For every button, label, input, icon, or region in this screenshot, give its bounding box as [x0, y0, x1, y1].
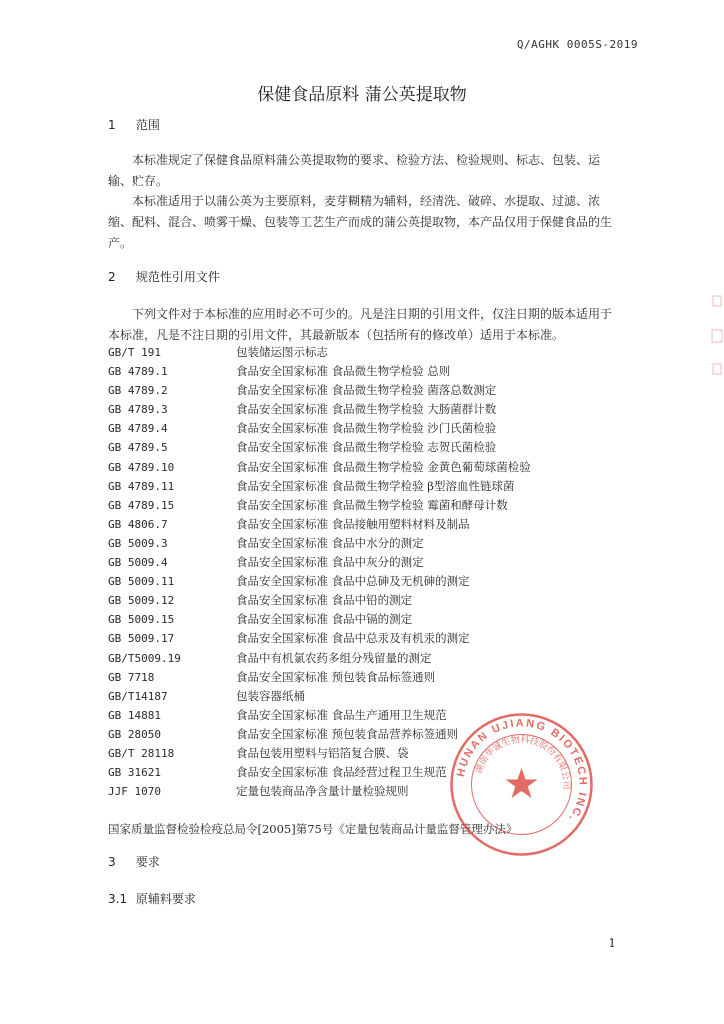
reference-title: 食品安全国家标准 预包装食品营养标签通则 — [236, 726, 459, 741]
reference-note: 国家质量监督检验检疫总局令[2005]第75号《定量包装商品计量监督管理办法》 — [108, 822, 518, 836]
edge-seal-mark — [710, 292, 724, 384]
reference-title: 食品安全国家标准 食品生产通用卫生规范 — [236, 707, 447, 722]
reference-code: GB 4789.3 — [108, 403, 168, 417]
section-3-heading — [108, 853, 160, 870]
reference-code: GB 14881 — [108, 708, 161, 722]
reference-title: 食品安全国家标准 食品经营过程卫生规范 — [236, 765, 447, 780]
reference-row — [108, 343, 620, 362]
reference-row — [108, 496, 620, 515]
section-number: 3.1 — [108, 892, 128, 906]
reference-code: GB 28050 — [108, 727, 161, 741]
reference-code: GB 4806.7 — [108, 517, 168, 531]
scope-paragraph-2: 本标准适用于以蒲公英为主要原料，麦芽糊精为辅料，经清洗、破碎、水提取、过滤、浓缩、配料、混合、喷雾干燥、包装等工艺生产而成的蒲公英提取物，本产品仅用于保健食品的生产。 — [108, 194, 613, 250]
section-title: 规范性引用文件 — [135, 270, 220, 284]
reference-title: 食品安全国家标准 食品微生物学检验 β型溶血性链球菌 — [236, 478, 515, 493]
reference-code: GB/T 28118 — [108, 746, 175, 760]
document-title: 保健食品原料 蒲公英提取物 — [257, 85, 467, 105]
reference-title: 包装容器纸桶 — [236, 688, 305, 703]
reference-code: GB/T 191 — [108, 346, 161, 359]
reference-row — [108, 362, 620, 381]
reference-title: 食品中有机氯农药多组分残留量的测定 — [236, 650, 432, 665]
reference-title: 食品安全国家标准 食品微生物学检验 金黄色葡萄球菌检验 — [236, 459, 531, 474]
section-1-heading — [108, 116, 160, 133]
reference-code: GB 31621 — [108, 766, 161, 780]
reference-title: 食品安全国家标准 食品微生物学检验 霉菌和酵母计数 — [236, 497, 508, 512]
reference-title: 包装储运图示标志 — [236, 345, 328, 359]
reference-title: 定量包装商品净含量计量检验规则 — [236, 784, 409, 799]
reference-row — [108, 438, 620, 457]
reference-code: GB 5009.4 — [108, 556, 168, 570]
reference-code: GB 4789.10 — [108, 460, 175, 474]
reference-code: GB 4789.5 — [108, 441, 168, 455]
reference-row — [108, 610, 620, 629]
reference-code: GB 5009.3 — [108, 536, 168, 550]
reference-code: GB 5009.17 — [108, 632, 175, 646]
reference-title: 食品安全国家标准 食品微生物学检验 菌落总数测定 — [236, 383, 497, 398]
reference-code: GB 5009.15 — [108, 613, 175, 627]
reference-title: 食品包装用塑料与铝箔复合膜、袋 — [236, 745, 409, 760]
stamp-star-icon — [506, 768, 538, 798]
reference-row — [108, 458, 620, 477]
reference-code: GB 4789.2 — [108, 384, 168, 398]
reference-code: JJF 1070 — [108, 785, 161, 799]
reference-title: 食品安全国家标准 食品中镉的测定 — [236, 612, 413, 627]
reference-title: 食品安全国家标准 食品微生物学检验 总则 — [236, 364, 451, 379]
reference-title: 食品安全国家标准 食品微生物学检验 大肠菌群计数 — [236, 402, 497, 417]
section-title: 要求 — [135, 855, 160, 869]
stamp-outer-text: HUNAN UJIANG BIOTECH INC. — [454, 717, 589, 825]
reference-row — [108, 572, 620, 591]
reference-code: GB 7718 — [108, 670, 155, 684]
section-number: 1 — [108, 118, 116, 132]
reference-code: GB 4789.4 — [108, 422, 168, 436]
reference-code: GB/T5009.19 — [108, 651, 181, 665]
references-intro-paragraph: 下列文件对于本标准的应用时必不可少的。凡是注日期的引用文件，仅注日期的版本适用于本标准，凡是不注日期的引用文件，其最新版本（包括所有的修改单）适用于本标准。 — [108, 307, 613, 342]
reference-title: 食品安全国家标准 食品中灰分的测定 — [236, 555, 424, 570]
reference-code: GB 4789.15 — [108, 498, 175, 512]
section-title: 范围 — [135, 118, 160, 132]
reference-title: 食品安全国家标准 食品微生物学检验 沙门氏菌检验 — [236, 421, 497, 436]
reference-code: GB 5009.12 — [108, 594, 175, 608]
reference-code: GB/T14187 — [108, 689, 168, 703]
page-number: 1 — [608, 936, 616, 950]
reference-row — [108, 687, 620, 706]
reference-row — [108, 649, 620, 668]
section-2-heading — [108, 268, 220, 285]
reference-row — [108, 629, 620, 648]
reference-title: 食品安全国家标准 食品中总汞及有机汞的测定 — [236, 631, 470, 646]
reference-row — [108, 381, 620, 400]
reference-title: 食品安全国家标准 食品中水分的测定 — [236, 535, 424, 550]
reference-row — [108, 534, 620, 553]
reference-row — [108, 477, 620, 496]
reference-row — [108, 400, 620, 419]
section-title: 原辅料要求 — [135, 892, 196, 906]
reference-row — [108, 668, 620, 687]
reference-code: GB 4789.1 — [108, 365, 168, 379]
reference-row — [108, 591, 620, 610]
reference-row — [108, 553, 620, 572]
reference-code: GB 5009.11 — [108, 575, 175, 589]
section-number: 2 — [108, 270, 116, 284]
reference-row — [108, 515, 620, 534]
company-seal-stamp — [449, 712, 594, 857]
reference-code: GB 4789.11 — [108, 479, 175, 493]
reference-title: 食品安全国家标准 食品微生物学检验 志贺氏菌检验 — [236, 440, 497, 455]
document-code: Q/AGHK 0005S-2019 — [516, 38, 638, 51]
reference-title: 食品安全国家标准 预包装食品标签通则 — [236, 669, 436, 684]
reference-title: 食品安全国家标准 食品接触用塑料材料及制品 — [236, 516, 470, 531]
section-3-1-heading — [108, 890, 196, 907]
stamp-inner-text: 湖南华诚生物科技股份有限公司 — [474, 735, 571, 790]
scope-paragraph-1: 本标准规定了保健食品原料蒲公英提取物的要求、检验方法、检验规则、标志、包装、运输、贮存。 — [108, 153, 601, 188]
reference-title: 食品安全国家标准 食品中总砷及无机砷的测定 — [236, 574, 470, 589]
reference-row — [108, 419, 620, 438]
section-number: 3 — [108, 855, 116, 869]
reference-title: 食品安全国家标准 食品中铅的测定 — [236, 593, 413, 608]
